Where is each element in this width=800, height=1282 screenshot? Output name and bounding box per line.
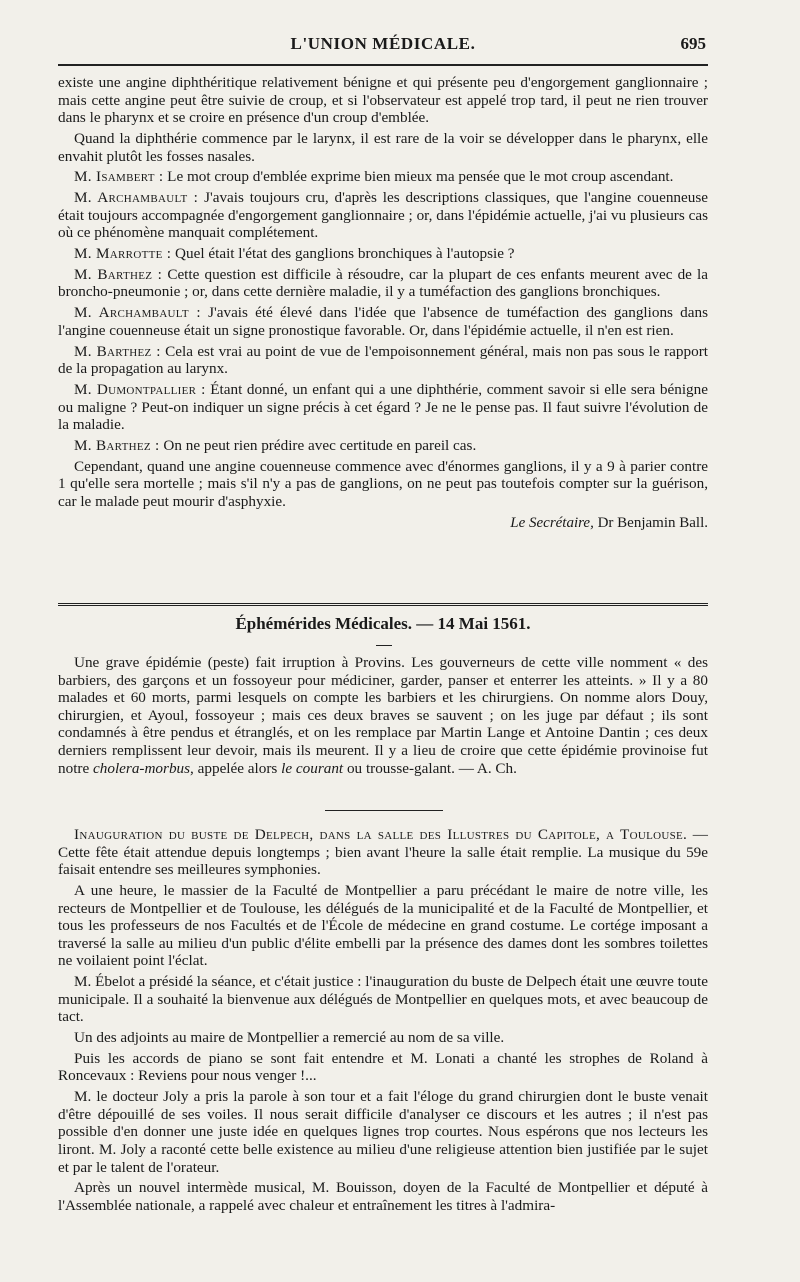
text-run: ou trousse-galant. — A. Ch. xyxy=(343,759,517,777)
page-header xyxy=(58,28,708,60)
speech-text: J'avais été élevé dans l'idée que l'absence de tuméfaction des ganglions dans l'angine couenneuse était un signe pronostique favorable. Or, dans l'épidémie actuelle, il n'en est rien. xyxy=(58,304,709,339)
speech-text: Quel était l'état des ganglions bronchiques à l'autopsie ? xyxy=(171,245,515,263)
paragraph: A une heure, le massier de la Faculté de Montpellier a paru précédant le maire de notre ville, les recteurs de Montpellier et de Toulouse, les délégués de la municipalité et de la Faculté de Montpellier, et tous les professeurs de nos Facultés et de l'École de médecine en grand costume. Le cortége imposant a traversé la salle au milieu d'un public d'élite embelli par la présence des dames dont les sombres toilettes ne voilaient point l'éclat. xyxy=(58,881,708,970)
speech-text: Étant donné, un enfant qui a une diphthérie, comment savoir si elle sera bénigne ou maligne ? Peut-on indiquer un signe précis à cet égard ? Je ne le pense pas. Il faut suivre l'évolution de la maladie. xyxy=(58,381,708,434)
paragraph xyxy=(58,343,708,378)
paragraph xyxy=(58,245,708,263)
paragraph xyxy=(58,168,708,186)
paragraph xyxy=(58,266,708,301)
emphasis: cholera-morbus xyxy=(93,759,191,777)
speaker-name: M. Barthez : xyxy=(74,436,160,454)
paragraph: Puis les accords de piano se sont fait entendre et M. Lonati a chanté les strophes de Roland à Roncevaux : Reviens pour nous venger !... xyxy=(58,1049,708,1085)
paragraph xyxy=(58,826,708,879)
paragraph xyxy=(58,304,708,339)
speaker-name: M. Archambault : xyxy=(74,189,199,207)
emphasis: le courant xyxy=(281,759,344,777)
paragraph: Un des adjoints au maire de Montpellier a remercié au nom de sa ville. xyxy=(74,1029,505,1047)
speaker-name: M. Barthez : xyxy=(74,265,163,283)
speaker-name: M. Dumontpallier : xyxy=(74,381,206,398)
section-divider xyxy=(58,603,708,609)
paragraph: Quand la diphthérie commence par le larynx, il est rare de la voir se développer dans le pharynx, elle envahit plutôt les fosses nasales. xyxy=(58,129,708,165)
paragraph: Cependant, quand une angine couenneuse commence avec d'énormes ganglions, il y a 9 à parier contre 1 qu'elle sera mortelle ; mais s'il n'y a pas de ganglions, on ne peut pas toutefois compter sur la guérison, car le malade peut mourir d'asphyxie. xyxy=(58,457,708,510)
speech-text: Cela est vrai au point de vue de l'empoisonnement général, mais non pas sous le rapport de la propagation au larynx. xyxy=(58,342,708,378)
text-run: , appelée alors xyxy=(190,759,282,777)
article-heading: Inauguration du buste de Delpech, dans la salle des Illustres du Capitole, a Toulouse. xyxy=(74,826,688,843)
inauguration-section xyxy=(58,826,708,1218)
paragraph: Après un nouvel intermède musical, M. Bouisson, doyen de la Faculté de Montpellier et député à l'Assemblée nationale, a rappelé avec chaleur et entraînement les titres à l'admira- xyxy=(58,1179,708,1214)
text-run: — Cette fête était attendue depuis longtemps ; bien avant l'heure la salle était remplie. La musique du 59e faisait entendre ses meilleures symphonies. xyxy=(58,826,708,879)
paragraph xyxy=(58,381,708,434)
title-dash xyxy=(376,645,392,646)
paragraph: M. le docteur Joly a pris la parole à son tour et a fait l'éloge du grand chirurgien dont le buste venait d'être dépouillé de ses voiles. Il nous serait difficile d'analyser ce discours et les autres ; il n'est pas possible d'en donner une juste idée en quelques lignes trop courtes. Nous espérons que nos lecteurs les liront. M. Joly a raconté cette belle existence au milieu d'une religieuse attention bien justifiée par le sujet et par le talent de l'orateur. xyxy=(58,1088,708,1176)
speaker-name: M. Archambault : xyxy=(74,304,201,322)
ephemerides-section xyxy=(58,654,708,780)
paragraph xyxy=(58,654,708,777)
discussion-section xyxy=(58,74,708,532)
speaker-name: M. Marrotte : xyxy=(74,245,172,263)
speaker-name: M. Isambert : xyxy=(74,168,164,186)
header-rule xyxy=(58,64,708,66)
speaker-name: M. Barthez : xyxy=(74,342,161,360)
speech-text: Le mot croup d'emblée exprime bien mieux ma pensée que le mot croup ascendant. xyxy=(163,168,674,186)
signature-role: Le Secrétaire, xyxy=(510,514,594,531)
speech-text: On ne peut rien prédire avec certitude en pareil cas. xyxy=(159,436,477,454)
paragraph xyxy=(58,189,708,242)
speech-text: J'avais toujours cru, d'après les descriptions classiques, que l'angine couenneuse était toujours accompagnée d'engorgement ganglionnaire ; or, dans l'épidémie actuelle, j'ai vu plusieurs cas où ce phénomène manquait complétement. xyxy=(58,189,708,242)
running-title: L'UNION MÉDICALE. xyxy=(290,34,476,53)
page-number: 695 xyxy=(680,34,706,53)
paragraph: existe une angine diphthéritique relativement bénigne et qui présente peu d'engorgement ganglionnaire ; mais cette angine peut être suivie de croup, et si l'observateur est appelé trop tard, il peut ne rien trouver dans le pharynx et se croire en présence d'un croup d'emblée. xyxy=(58,74,708,127)
signature xyxy=(58,515,708,533)
speech-text: Cette question est difficile à résoudre, car la plupart de ces enfants meurent avec de la broncho-pneumonie ; or, dans cette dernière maladie, il y a tuméfaction des ganglions bronchiques. xyxy=(58,265,708,301)
short-divider xyxy=(325,810,443,811)
text-run: Une grave épidémie (peste) fait irruption à Provins. Les gouverneurs de cette ville nomment « des barbiers, des garçons et un fossoyeur pour médiciner, garder, panser et enterrer les atteints. » Il y a 80 malades et 60 morts, parmi lesquels on compte les barbiers et les chirurgiens. On nomme alors Douy, chirurgien, et Ayoul, fossoyeur ; mais ces deux braves se sauvent ; on les juge par défaut ; ils sont condamnés à être pendus et étranglés, et on les remplace par Martin Lange et Antoine Dantin ; ces deux derniers remplissent leur devoir, mais ils meurent. Il y a lieu de croire que cette épidémie provinoise fut notre xyxy=(58,654,708,777)
paragraph: M. Ébelot a présidé la séance, et c'était justice : l'inauguration du buste de Delpech était une œuvre toute municipale. Il a souhaité la bienvenue aux délégués de Montpellier en quelques mots, et avec beaucoup de tact. xyxy=(58,973,708,1026)
signature-name: Dr Benjamin Ball. xyxy=(593,514,708,531)
ephemerides-title: Éphémérides Médicales. — 14 Mai 1561. xyxy=(235,614,531,633)
paragraph xyxy=(58,437,708,455)
